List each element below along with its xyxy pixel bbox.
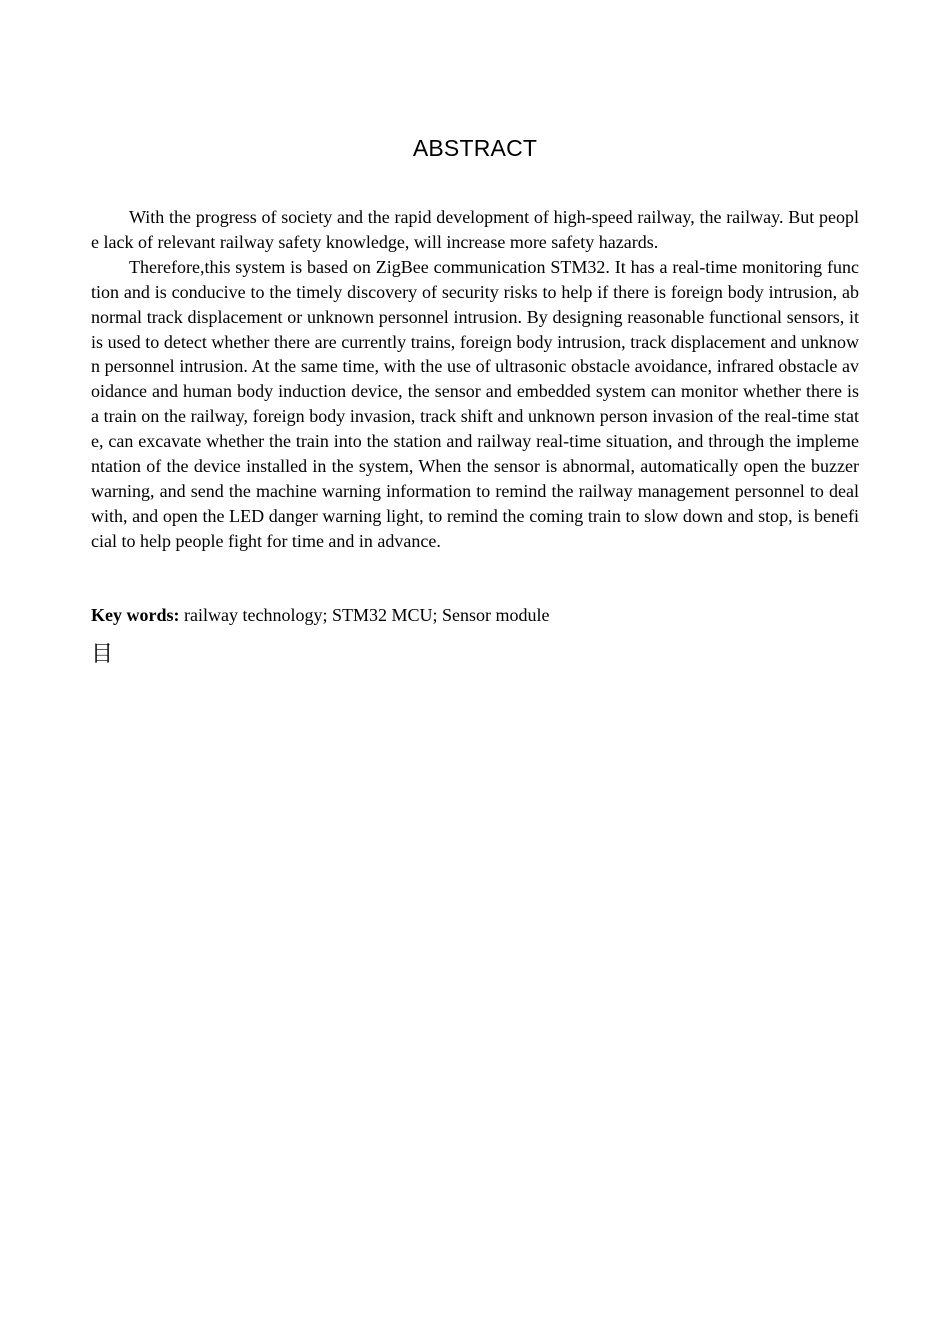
toc-heading: 目	[91, 642, 114, 667]
abstract-title: ABSTRACT	[412, 135, 538, 161]
keywords-label: Key words:	[91, 605, 180, 625]
abstract-paragraph-1: With the progress of society and the rapid development of high-speed railway, the railway. But people lack of relevant railway safety knowledge, will increase more safety hazards.	[91, 207, 859, 252]
keywords-text: railway technology; STM32 MCU; Sensor module	[179, 605, 550, 625]
keywords-line	[91, 603, 859, 628]
abstract-paragraph-2: Therefore,this system is based on ZigBee communication STM32. It has a real-time monitoring function and is conducive to the timely discovery of security risks to help if there is foreign body intrusion, abnormal track displacement or unknown personnel intrusion. By designing reasonable functional sensors, it is used to detect whether there are currently trains, foreign body intrusion, track displacement and unknown personnel intrusion. At the same time, with the use of ultrasonic obstacle avoidance, infrared obstacle avoidance and human body induction device, the sensor and embedded system can monitor whether there is a train on the railway, foreign body invasion, track shift and unknown person invasion of the real-time state, can excavate whether the train into the station and railway real-time situation, and through the implementation of the device installed in the system, When the sensor is abnormal, automatically open the buzzer warning, and send the machine warning information to remind the railway management personnel to deal with, and open the LED danger warning light, to remind the coming train to slow down and stop, is beneficial to help people fight for time and in advance.	[91, 256, 859, 551]
abstract-body	[91, 205, 859, 554]
